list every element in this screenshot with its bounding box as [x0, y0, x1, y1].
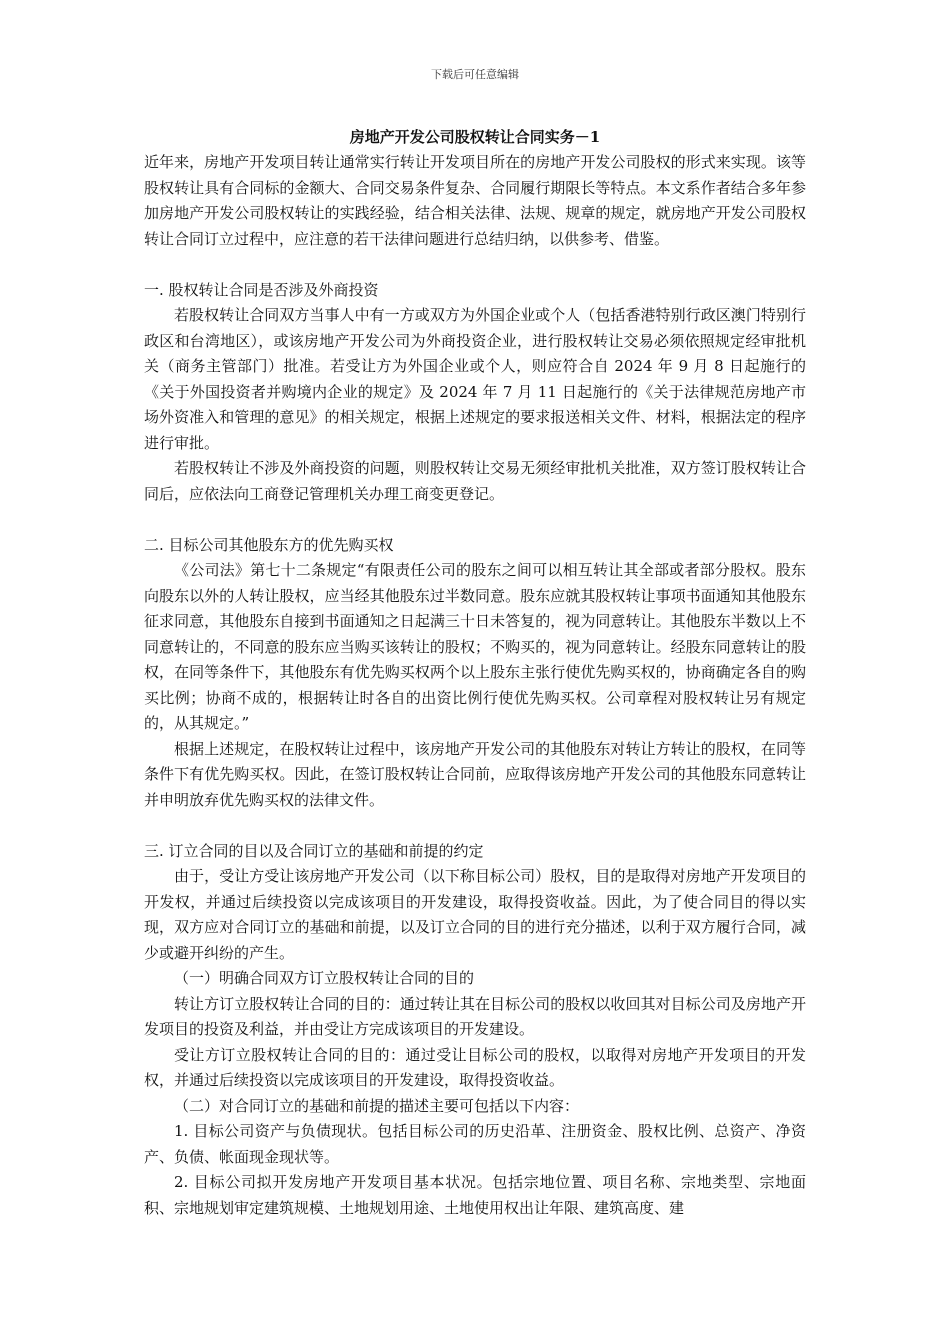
- body-paragraph: 若股权转让不涉及外商投资的问题，则股权转让交易无须经审批机关批准，双方签订股权转让合同后，应依法向工商登记管理机关办理工商变更登记。: [144, 459, 806, 503]
- body-paragraph: 《公司法》第七十二条规定“有限责任公司的股东之间可以相互转让其全部或者部分股权。股东向股东以外的人转让股权，应当经其他股东过半数同意。股东应就其股权转让事项书面通知其他股东征求同意，其他股东自接到书面通知之日起满三十日未答复的，视为同意转让。其他股东半数以上不同意转让的，不同意的股东应当购买该转让的股权；不购买的，视为同意转让。经股东同意转让的股权，在同等条件下，其他股东有优先购买权两个以上股东主张行使优先购买权的，协商确定各自的购买比例；协商不成的，根据转让时各自的出资比例行使优先购买权。公司章程对股权转让另有规定的，从其规定。”: [144, 561, 806, 732]
- list-item: 2. 目标公司拟开发房地产开发项目基本状况。包括宗地位置、项目名称、宗地类型、宗地面积、宗地规划审定建筑规模、土地规划用途、土地使用权出让年限、建筑高度、建: [144, 1173, 806, 1217]
- body-paragraph: 若股权转让合同双方当事人中有一方或双方为外国企业或个人（包括香港特别行政区澳门特别行政区和台湾地区），或该房地产开发公司为外商投资企业，进行股权转让交易必须依照规定经审批机关（商务主管部门）批准。若受让方为外国企业或个人，则应符合自 2024 年 9 月 8 日起施行的《关于外国投资者并购境内企业的规定》及 2024 年 7 月 11 日起施行的《关于法律规范房地产市场外资准入和管理的意见》的相关规定，根据上述规定的要求报送相关文件、材料，根据法定的程序进行审批。: [144, 306, 806, 452]
- section-heading: 二. 目标公司其他股东方的优先购买权: [144, 535, 394, 554]
- subsection-heading: （二）对合同订立的基础和前提的描述主要可包括以下内容：: [174, 1096, 580, 1115]
- list-item: 1. 目标公司资产与负债现状。包括目标公司的历史沿革、注册资金、股权比例、总资产、净资产、负债、帐面现金现状等。: [144, 1122, 806, 1166]
- body-paragraph: 由于，受让方受让该房地产开发公司（以下称目标公司）股权，目的是取得对房地产开发项目的开发权，并通过后续投资以完成该项目的开发建设，取得投资收益。因此，为了使合同目的得以实现，双方应对合同订立的基础和前提，以及订立合同的目的进行充分描述，以利于双方履行合同，减少或避开纠纷的产生。: [144, 867, 806, 962]
- section-heading: 一. 股权转让合同是否涉及外商投资: [144, 280, 379, 299]
- document-body: [144, 150, 806, 1221]
- document-title: 房地产开发公司股权转让合同实务－1: [349, 128, 601, 146]
- body-paragraph: 根据上述规定，在股权转让过程中，该房地产开发公司的其他股东对转让方转让的股权，在同等条件下有优先购买权。因此，在签订股权转让合同前，应取得该房地产开发公司的其他股东同意转让并申明放弃优先购买权的法律文件。: [144, 739, 806, 809]
- body-paragraph: 受让方订立股权转让合同的目的：通过受让目标公司的股权，以取得对房地产开发项目的开发权，并通过后续投资以完成该项目的开发建设，取得投资收益。: [144, 1045, 806, 1089]
- body-paragraph: 转让方订立股权转让合同的目的：通过转让其在目标公司的股权以收回其对目标公司及房地产开发项目的投资及利益，并由受让方完成该项目的开发建设。: [144, 994, 806, 1038]
- header-note: 下载后可任意编辑: [431, 68, 519, 81]
- subsection-heading: （一）明确合同双方订立股权转让合同的目的: [174, 969, 475, 987]
- section-heading: 三. 订立合同的目以及合同订立的基础和前提的约定: [144, 841, 484, 860]
- intro-paragraph: 近年来，房地产开发项目转让通常实行转让开发项目所在的房地产开发公司股权的形式来实现。该等股权转让具有合同标的金额大、合同交易条件复杂、合同履行期限长等特点。本文系作者结合多年参加房地产开发公司股权转让的实践经验，结合相关法律、法规、规章的规定，就房地产开发公司股权转让合同订立过程中，应注意的若干法律问题进行总结归纳，以供参考、借鉴。: [144, 153, 806, 248]
